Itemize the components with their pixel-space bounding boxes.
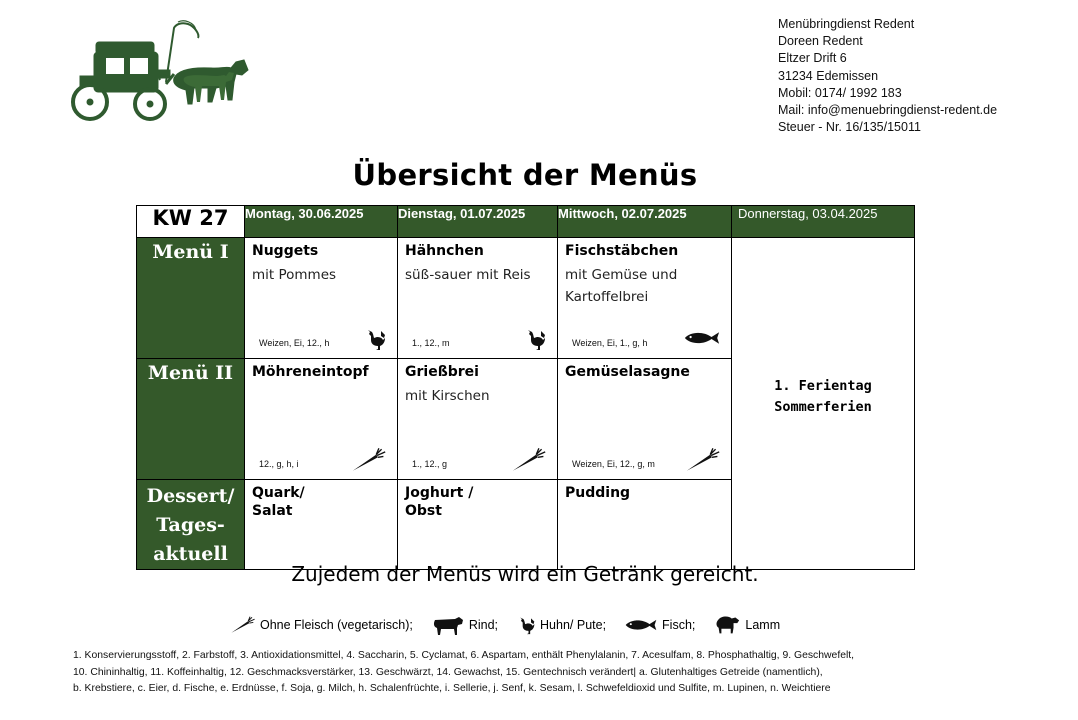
company-logo [66,20,256,128]
legend-label: Ohne Fleisch (vegetarisch); [260,618,413,632]
dish-name: Grießbrei [405,364,479,380]
row-label-menu2: Menü II [137,359,245,480]
dessert-tuesday [398,480,558,570]
menu-table [136,205,915,570]
dessert-wednesday [558,480,732,570]
carrot-icon [230,616,256,634]
legend-item [230,616,413,634]
day-header-tuesday: Dienstag, 01.07.2025 [398,206,558,238]
week-label: KW 27 [137,206,245,238]
row-label-dessert [137,480,245,570]
day-header-monday: Montag, 30.06.2025 [245,206,398,238]
legend-label: Rind; [468,618,499,632]
allergen-info: 12., g, h, i [259,459,299,469]
menu2-monday [245,359,398,480]
dish-name: Pudding [565,485,631,501]
legend-label: Lamm [745,618,781,632]
thursday-holiday [732,238,915,570]
menu1-wednesday [558,238,732,359]
menu1-tuesday [398,238,558,359]
legend-item [516,614,606,636]
page-title: Übersicht der Menüs [352,158,698,192]
mobile-number: Mobil: 0174/ 1992 183 [778,85,902,100]
dish-name: Gemüselasagne [565,364,690,380]
chicken-icon [523,326,547,352]
city-address: 31234 Edemissen [778,68,879,83]
legend-label: Huhn/ Pute; [540,618,607,632]
holiday-line-1: 1. Ferientag [774,378,872,394]
carrot-icon [511,447,547,473]
email-address: Mail: info@menuebringdienst-redent.de [778,103,998,118]
allergen-info: Weizen, Ei, 12., h [259,338,330,348]
dish-name: Hähnchen [405,243,484,259]
carrot-icon [351,447,387,473]
dish-name: Fischstäbchen [565,243,679,259]
cow-icon [431,614,465,636]
contact-name: Doreen Redent [778,34,863,49]
footnote-line: 1. Konservierungsstoff, 2. Farbstoff, 3. Antioxidationsmittel, 4. Saccharin, 5. Cyclamat, 6. Aspartam, enthält Phenylalanin, 7. Acesulfam, 8. Phosphathaltig, 9. Geschwefelt, [73,650,855,661]
row-label-menu1: Menü I [137,238,245,359]
day-header-thursday: Donnerstag, 03.04.2025 [732,206,915,238]
allergen-info: 1., 12., g [412,459,448,469]
dish-description: mit Kirschen [405,388,490,404]
allergen-info: Weizen, Ei, 12., g, m [572,459,655,469]
legend-item [713,614,780,636]
allergen-footnotes [73,648,1033,698]
icon-legend [230,614,798,636]
allergen-info: 1., 12., m [412,338,450,348]
tax-number: Steuer - Nr. 16/135/15011 [778,120,921,135]
footnote-line: 10. Chininhaltig, 11. Koffeinhaltig, 12. Geschmacksverstärker, 13. Geschwärzt, 14. Gewachst, 15. Gentechnisch verändert| a. Glutenhaltiges Getreide (namentlich), [73,666,823,678]
legend-item [431,614,498,636]
contact-block [778,16,997,136]
holiday-line-2: Sommerferien [774,399,872,415]
chicken-icon [516,614,536,636]
chicken-icon [363,326,387,352]
street-address: Eltzer Drift 6 [778,51,847,66]
legend-label: Fisch; [662,618,696,632]
menu1-monday [245,238,398,359]
menu2-wednesday [558,359,732,480]
legend-item [624,618,695,632]
allergen-info: Weizen, Ei, 1., g, h [572,338,648,348]
menu2-tuesday [398,359,558,480]
dessert-label: Dessert/ Tages- aktuell [146,485,235,565]
dish-description: süß-sauer mit Reis [405,267,531,283]
dish-name: Nuggets [252,243,319,259]
dish-name: Joghurt / Obst [405,485,474,519]
drink-note: Zujedem der Menüs wird ein Getränk gereicht. [291,562,759,586]
sheep-icon [713,614,741,636]
company-name: Menübringdienst Redent [778,17,915,31]
fish-icon [624,618,658,632]
dish-description: mit Gemüse und Kartoffelbrei [565,267,678,305]
dish-description: mit Pommes [252,267,337,283]
dish-name: Möhreneintopf [252,364,369,380]
footnote-line: b. Krebstiere, c. Eier, d. Fische, e. Erdnüsse, f. Soja, g. Milch, h. Schalenfrüchte, i. Sellerie, j. Senf, k. Sesam, l. Schwefeldioxid und Sulfite, m. Lupinen, n. Weichtiere [73,683,831,694]
day-header-wednesday: Mittwoch, 02.07.2025 [558,206,732,238]
dessert-monday [245,480,398,570]
fish-icon [683,330,721,346]
dish-name: Quark/ Salat [252,485,305,519]
carrot-icon [685,447,721,473]
